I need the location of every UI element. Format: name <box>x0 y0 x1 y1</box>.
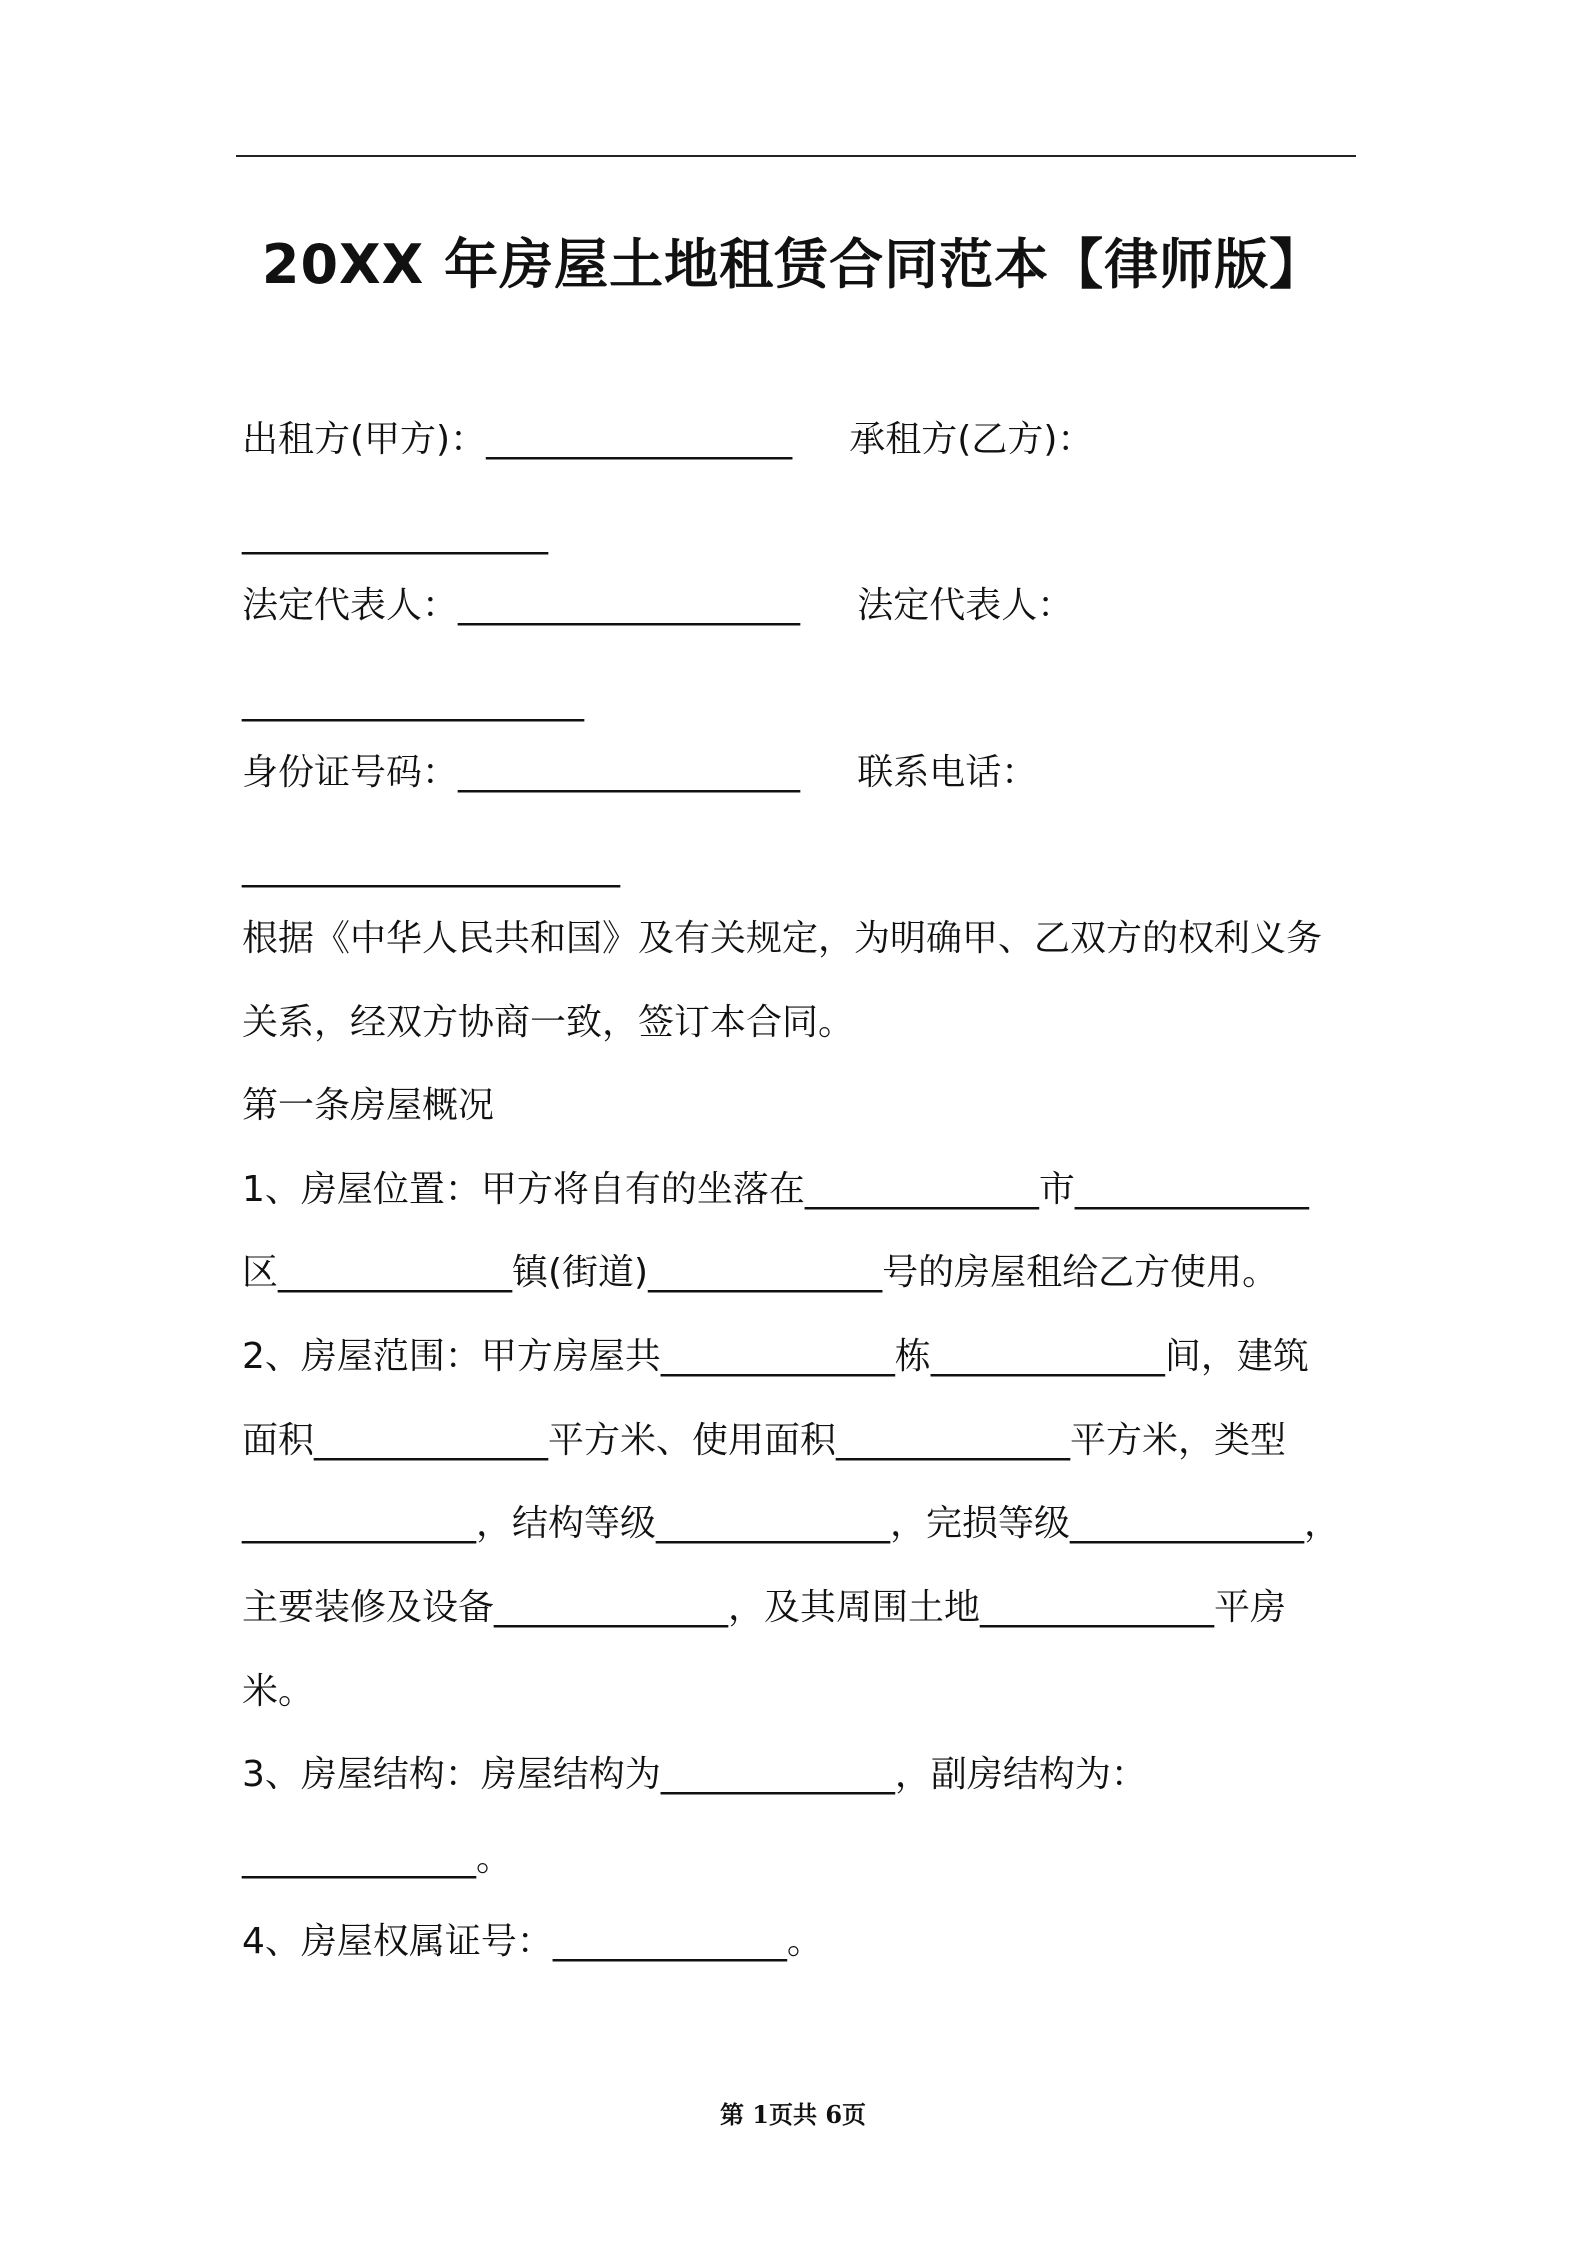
header-rule <box>236 155 1356 157</box>
body-line: 根据《中华人民共和国》及有关规定，为明确甲、乙双方的权利义务 <box>242 918 1323 959</box>
page-footer: 第 1页共 6页 <box>719 2100 867 2129</box>
body-line: ___________________ <box>242 681 584 722</box>
body-line: 2、房屋范围：甲方房屋共_____________栋_____________间，建筑 <box>242 1336 1309 1377</box>
body-line: 1、房屋位置：甲方将自有的坐落在_____________市_____________ <box>242 1169 1309 1210</box>
section-heading: 第一条房屋概况 <box>242 1085 495 1126</box>
body-line: 法定代表人：___________________ 法定代表人： <box>242 585 1074 626</box>
body-line: 身份证号码：___________________ 联系电话： <box>242 752 1038 793</box>
body-line: 3、房屋结构：房屋结构为_____________，副房结构为： <box>242 1754 1147 1795</box>
body-line: 主要装修及设备_____________，及其周围土地_____________平房 <box>242 1587 1287 1628</box>
document-title: 20XX 年房屋土地租赁合同范本【律师版】 <box>261 233 1325 296</box>
body-line: 面积_____________平方米、使用面积_____________平方米，类型 <box>242 1420 1287 1461</box>
body-line: 区_____________镇(街道)_____________号的房屋租给乙方使用。 <box>242 1252 1279 1293</box>
body-line: _____________________ <box>242 847 620 888</box>
body-line: 米。 <box>242 1671 315 1712</box>
body-line: _____________。 <box>242 1838 512 1879</box>
body-line: _________________ <box>242 514 548 555</box>
body-line: 关系，经双方协商一致，签订本合同。 <box>242 1002 855 1043</box>
body-line: _____________，结构等级_____________，完损等级_____________， <box>242 1503 1341 1544</box>
body-line: 4、房屋权属证号：_____________。 <box>242 1921 823 1962</box>
body-line: 出租方(甲方)：_________________ 承租方(乙方)： <box>242 419 1094 460</box>
